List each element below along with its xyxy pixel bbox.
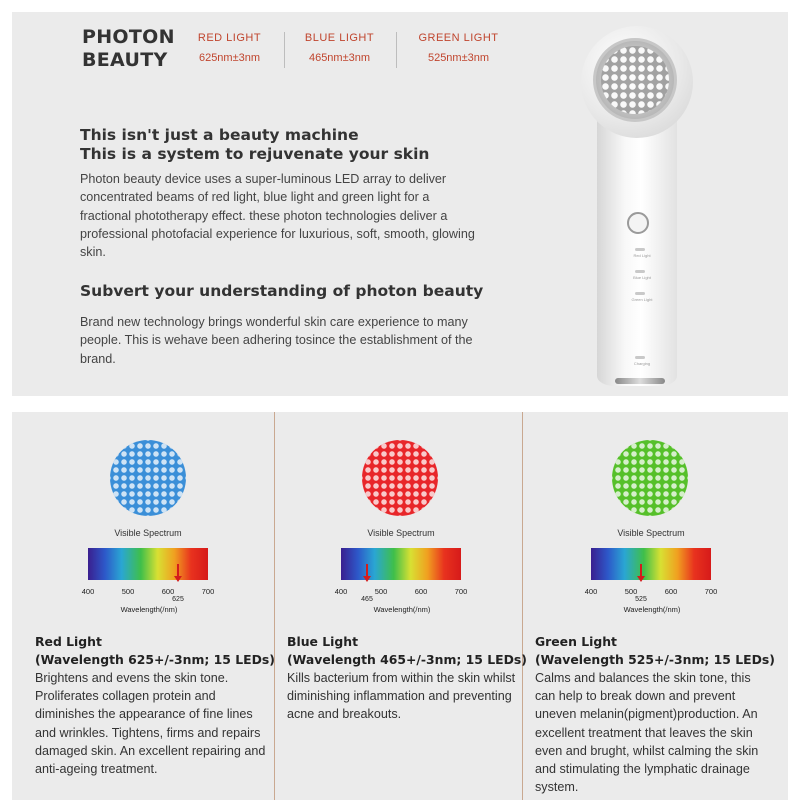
visible-spectrum-label: Visible Spectrum (114, 528, 182, 538)
subheading: Subvert your understanding of photon beauty (80, 282, 484, 300)
led-dots (362, 440, 438, 516)
wavelength-label: Wavelength(/nm) (373, 605, 431, 614)
brand-paragraph: Brand new technology brings wonderful skin care experience to many people. This is wehave been adhering tosince the establishment of the brand. (80, 315, 473, 366)
red-light-description: Brightens and evens the skin tone. Proliferates collagen protein and diminishes the appearance of fine lines and wrinkles. Tightens, firms and repairs damaged skin. An excellent repairing and anti-ageing treatment. (35, 671, 266, 777)
light-circle-blue (110, 440, 186, 516)
indicator-light (635, 270, 645, 273)
column-divider (522, 412, 523, 800)
tick-label: 400 (584, 587, 598, 596)
tick-label: 500 (624, 587, 638, 596)
wavelength-marker-arrow (363, 576, 371, 582)
light-modes-panel (12, 412, 788, 800)
tick-label: 700 (201, 587, 215, 596)
spec-divider (284, 32, 285, 68)
light-circle-green (612, 440, 688, 516)
indicator-light (635, 356, 645, 359)
tick-label: 500 (121, 587, 135, 596)
light-circle-red (362, 440, 438, 516)
wavelength-marker-arrow (174, 576, 182, 582)
spectrum-ticks (334, 587, 468, 599)
spec-divider (396, 32, 397, 68)
spec-blue-light: BLUE LIGHT 465nm±3nm (304, 32, 375, 64)
led-dots (110, 440, 186, 516)
headline: This isn't just a beauty machine This is a system to rejuvenate your skin (80, 126, 430, 163)
green-light-description: Calms and balances the skin tone, this can help to break down and prevent uneven melanin(pigment)production. An excellent treatment that leaves the skin even and brught, whilst calming the skin and stimulating the lymphatic drainage system. (535, 671, 759, 795)
indicator-label: Charging (633, 361, 651, 366)
wavelength-marker-label: 525 (635, 596, 647, 603)
device-base-ring (615, 378, 665, 384)
wavelength-label: Wavelength(/nm) (623, 605, 681, 614)
intro-paragraph: Photon beauty device uses a super-luminous LED array to deliver concentrated beams of red light, blue light and green light for a fractional phototherapy effect. these photon technologies deliver a professional photofacial experience for luxurious, soft, smooth, glowing skin. (80, 172, 475, 260)
tick-label: 500 (374, 587, 388, 596)
led-dots (612, 440, 688, 516)
tick-label: 600 (664, 587, 678, 596)
power-button-icon (627, 212, 649, 234)
indicator-light (635, 292, 645, 295)
spectrum-ticks (81, 587, 215, 599)
indicator-label: Red Light (633, 253, 651, 258)
device-image (577, 26, 697, 386)
tick-label: 700 (454, 587, 468, 596)
brand-title: PHOTON BEAUTY (82, 26, 175, 71)
tick-label: 700 (704, 587, 718, 596)
red-light-title: Red Light (Wavelength 625+/-3nm; 15 LEDs) (35, 634, 275, 667)
spectrum-bar (591, 548, 711, 580)
intro-panel (12, 12, 788, 396)
spectrum-ticks (584, 587, 718, 599)
visible-spectrum-label: Visible Spectrum (617, 528, 685, 538)
tick-label: 600 (414, 587, 428, 596)
indicator-light (635, 248, 645, 251)
led-grid (601, 46, 669, 114)
column-divider (274, 412, 275, 800)
wavelength-marker-label: 625 (172, 596, 184, 603)
wavelength-label: Wavelength(/nm) (120, 605, 178, 614)
spec-green-light: GREEN LIGHT 525nm±3nm (418, 32, 499, 64)
spectrum-bar (341, 548, 461, 580)
tick-label: 400 (334, 587, 348, 596)
tick-label: 600 (161, 587, 175, 596)
indicator-label: Green Light (631, 297, 653, 302)
indicator-label: Blue Light (633, 275, 651, 280)
wavelength-marker-label: 465 (361, 596, 373, 603)
green-light-title: Green Light (Wavelength 525+/-3nm; 15 LEDs) (535, 634, 775, 667)
tick-label: 400 (81, 587, 95, 596)
blue-light-title: Blue Light (Wavelength 465+/-3nm; 15 LEDs) (287, 634, 527, 667)
wavelength-marker-arrow (637, 576, 645, 582)
blue-light-description: Kills bacterium from within the skin whilst diminishing inflammation and preventing acne and breakouts. (287, 671, 516, 722)
spec-red-light: RED LIGHT 625nm±3nm (197, 32, 262, 64)
spectrum-bar (88, 548, 208, 580)
visible-spectrum-label: Visible Spectrum (367, 528, 435, 538)
